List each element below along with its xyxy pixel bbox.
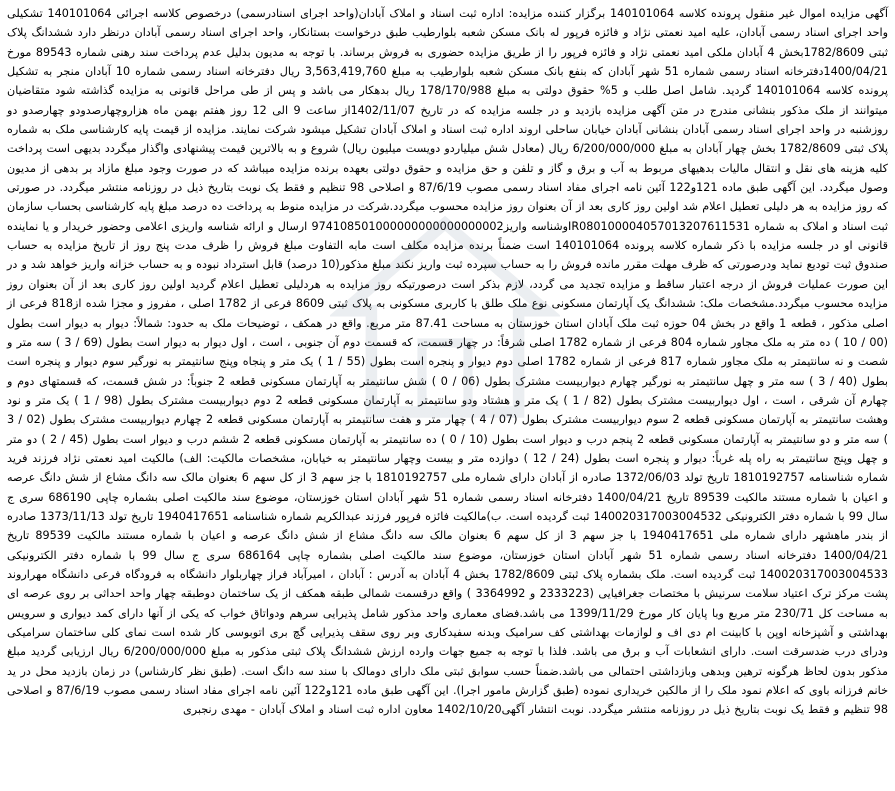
auction-notice-body: آگهی مزایده اموال غیر منقول پرونده کلاسه 140101064 برگزار کننده مزایده: اداره ثبت اسناد و املاک آبادان(واحد اجرای اسنادرسمی) درخصوص کلاسه اجرائی 140101064 تشکیلی واحد اجرای اسناد رسمی آبادان، علیه امید نعمتی نژاد و فائزه فرپور له بانک مسکن شعبه بلوارطیب طبق درخواست بستانکار، واحد اجرای اسناد رسمی آبادان درنظر دارد ششدانگ پلاک ثبتی 1782/8609بخش 4 آبادان ملکی امید نعمتی نژاد و فائزه فرپور را از طریق مزایده حضوری به فروش برساند. با توجه به مدیون بدلیل عدم پرداخت سند رهنی شماره 89543 مورخ 1400/04/21دفترخانه اسناد رسمی شماره 51 شهر آبادان که بنفع بانک مسکن شعبه بلوارطیب به مبلغ 3,563,419,760 ریال دفترخانه اسناد رسمی شماره 10 آبادان منجر به تشکیل پرونده کلاسه 140101064 گردید. شامل اصل طلب و 5% حقوق دولتی به مبلغ 178/170/988 ریال بدهکار می باشد و پس از طی مراحل قانونی به مزایده گذاشته شود متقاضیان میتوانند از ملک مذکور بنشانی مندرج در متن آگهی مزایده بازدید و در جلسه مزایده که در تاریخ 1402/11/07از ساعت 9 الی 12 روز هفتم بهمن ماه هزاروچهارصدودو چهارصدو دو روزشنبه در واحد اجرای اسناد رسمی آبادان بنشانی آبادان خیابان ساحلی اروند اداره ثبت اسناد و املاک آبادان تشکیل میشود شرکت نمایند. مزایده از قیمت پایه کارشناسی ملک به شماره پلاک ثبتی 1782/8609 بخش چهار آبادان به مبلغ 6/200/000/000 ریال (معادل شش میلیاردو دویست میلیون ریال) شروع و به بالاترین قیمت پیشنهادی واگذار میگردد بدیهی است پرداخت کلیه هزینه های نقل و انتقال مالیات بدهیهای مربوط به آب و برق و گاز و تلفن و حق مزایده و حقوق دولتی بعهده برنده مزایده میباشد که در صورت وجود مبلغ مازاد بر بدهی از مدیون وصول میگردد. این آگهی طبق ماده 121و122 آئین نامه اجرای مفاد اسناد رسمی مصوب 87/6/19 و اصلاحی 98 تنظیم و فقط یک نوبت بتاریخ ذیل در روزنامه منتشر میگردد. در صورتی که روز مزایده به هر دلیلی تعطیل اعلام شد اولین روز کاری بعد از آن بعنوان روز مزایده محسوب میگردد.شرکت در مزایده منوط به پرداخت ده درصد مبلغ پایه کارشناسی بحساب سازمان ثبت اسناد و املاک به شماره IR080100004057013207611531وشناسه واریز974108501000000000000000002 ارسال و ارائه شناسه واریزی اعلامی وحضور خریدار و یا نماینده قانونی او در جلسه مزایده با ذکر شماره کلاسه پرونده 140101064 است ضمناً برنده مزایده مکلف است مابه التفاوت مبلغ فروش را ظرف مدت پنج روز از تاریخ مزایده به حساب صندوق ثبت تودیع نماید ودرصورتی که ظرف مهلت مقرر مانده فروش را به حساب سپرده ثبت واریز نکند مبلغ مذکور(10 درصد) قابل استرداد نبوده و به حساب خزانه واریز خواهد شد و در این صورت عملیات فروش از درجه اعتبار ساقط و مزایده تجدید می گردد، لازم بذکر است درصورتیکه روز مزایده به هردلیلی تعطیل اعلام گردید اولین روز کاری بعد از آن بعنوان روز مزایده محسوب میگردد.مشخصات ملک: ششدانگ یک آپارتمان مسکونی نوع ملک طلق با کاربری مسکونی به پلاک ثبتی 8609 فرعی از 1782 اصلی ، مفروز و مجزا شده از818 فرعی از اصلی مذکور ، قطعه 1 واقع در بخش 04 حوزه ثبت ملک آبادان استان خوزستان به مساحت 87.41 متر مربع. واقع در همکف ، توضیحات ملک به حدود: شمالاً: دیوار به دیوار است بطول (00 / 10 ) ده متر به ملک مجاور شماره 804 فرعی از شماره 1782 اصلی شرقاً: در چهار قسمت، که قسمت دوم آن جنوبی ، است ، اول دیوار به دیوار است بطول (69 / 3 ) سه متر و شصت و نه سانتیمتر به ملک مجاور شماره 817 فرعی از شماره 1782 اصلی دوم دیوار و پنجره است بطول (55 / 1 ) یک متر و پنجاه وپنج سانتیمتر به نورگیر سوم دیوار و پنجره است بطول (40 / 3 ) سه متر و چهل سانتیمتر به نورگیر چهارم دیواربیست مشترک بطول (06 / 0 ) شش سانتیمتر به آپارتمان مسکونی قطعه 2 جنوباً: در شش قسمت، که قسمتهای دوم و چهارم آن شرقی ، است ، اول دیواربیست مشترک بطول (82 / 1 ) یک متر و هشتاد ودو سانتیمتر به آپارتمان مسکونی قطعه 2 دوم دیواربیست مشترک بطول (98 / 1 ) یک متر و نود وهشت سانتیمتر به آپارتمان مسکونی قطعه 2 سوم دیواربیست مشترک بطول (07 / 4 ) چهار متر و هفت سانتیمتر به آپارتمان مسکونی قطعه 2 چهارم دیواربیست مشترک بطول (02 / 3 ) سه متر و دو سانتیمتر به آپارتمان مسکونی قطعه 2 پنجم درب و دیوار است بطول (10 / 0 ) ده سانتیمتر به آپارتمان مسکونی قطعه 2 ششم درب و دیوار است بطول (45 / 2 ) دو متر و چهل وپنج سانتیمتر به راه پله غرباً: دیوار و پنجره است بطول (24 / 12 ) دوازده متر و بیست وچهار سانتیمتر به خیابان، مشخصات مالکیت: الف) مالکیت امید نعمتی نژاد فرزند فرید شماره شناسنامه 1810192757 تاریخ تولد 1372/06/03 صادره از آبادان دارای شماره ملی 1810192757 با جز سهم 3 از کل سهم 6 بعنوان مالک سه دانگ مشاع از شش دانگ عرصه و اعیان با شماره مستند مالکیت 89539 تاریخ 1400/04/21 دفترخانه اسناد رسمی شماره 51 شهر آبادان استان خوزستان، موضوع سند مالکیت اصلی بشماره چاپی 686190 سری ج سال 99 با شماره دفتر الکترونیکی 140020317003004532 ثبت گردیده است. ب)مالکیت فائزه فرپور فرزند عبدالکریم شماره شناسنامه 1940417651 تاریخ تولد 1373/11/13 صادره از بندر ماهشهر دارای شماره ملی 1940417651 با جز سهم 3 از کل سهم 6 بعنوان مالک سه دانگ مشاع از شش دانگ عرصه و اعیان با شماره مستند مالکیت 89539 تاریخ 1400/04/21 دفترخانه اسناد رسمی شماره 51 شهر آبادان استان خوزستان، موضوع سند مالکیت اصلی بشماره چاپی 686164 سری ج سال 99 با شماره دفتر الکترونیکی 140020317003004533 ثبت گردیده است. ملک بشماره پلاک ثبتی 1782/8609 بخش 4 آبادان به آدرس : آبادان ، امیرآباد فراز چهاربلوار دانشگاه به فرودگاه فرعی دانشگاه مهراروند پشت مرکز ترک اعتیاد سلامت سرنیش با مختصات جغرافیایی (2333223 و 3364992 ) واقع درقسمت شمالی طبقه همکف از یک ساختمان دوطبقه چهار واحد احداثی بر روی عرصه ای به مساحت کل 230/71 متر مربع وبا پایان کار مورخ 1399/11/29 می باشد.فضای معماری واحد مذکور شامل پذیرایی سرهم ودواتاق خواب که یکی از آنها دارای کمد دیواری و سرویس بهداشتی و آشپزخانه اوپن با کابینت ام دی اف و لوازمات بهداشتی کف سرامیک وبدنه سفیدکاری وبر روی سقف پذیرایی گچ بری اتوبوسی کار شده است نمای کلی ساختمان سرامیکی ودرای درب ضدسرقت است. دارای انشعابات آب و برق می باشد. فلذا با توجه به جمیع جهات وارده ارزش ششدانگ پلاک ثبتی مذکور به مبلغ 6/200/000/000 ریال ارزیابی گردید مبلغ مذکور بدون لحاظ هرگونه ترهین وبدهی وبازداشتی احتمالی می باشد.ضمناً حسب سوابق ثبتی ملک دارای دومالک با سند سه دانگ است. (طبق نظر کارشناس) در زمان بازدید محل در ید خانم فرزانه باوی که اعلام نمود ملک را از مالکین خریداری نموده (طبق گزارش مامور اجرا). این آگهی طبق ماده 121و122 آئین نامه اجرای مفاد اسناد رسمی مصوب 87/6/19 و اصلاحی 98 تنظیم و فقط یک نوبت بتاریخ ذیل در روزنامه منتشر میگردد. نوبت انتشار آگهی1402/10/20 معاون اداره ثبت اسناد و املاک آبادان - مهدی رنجبری: [7, 7, 889, 717]
